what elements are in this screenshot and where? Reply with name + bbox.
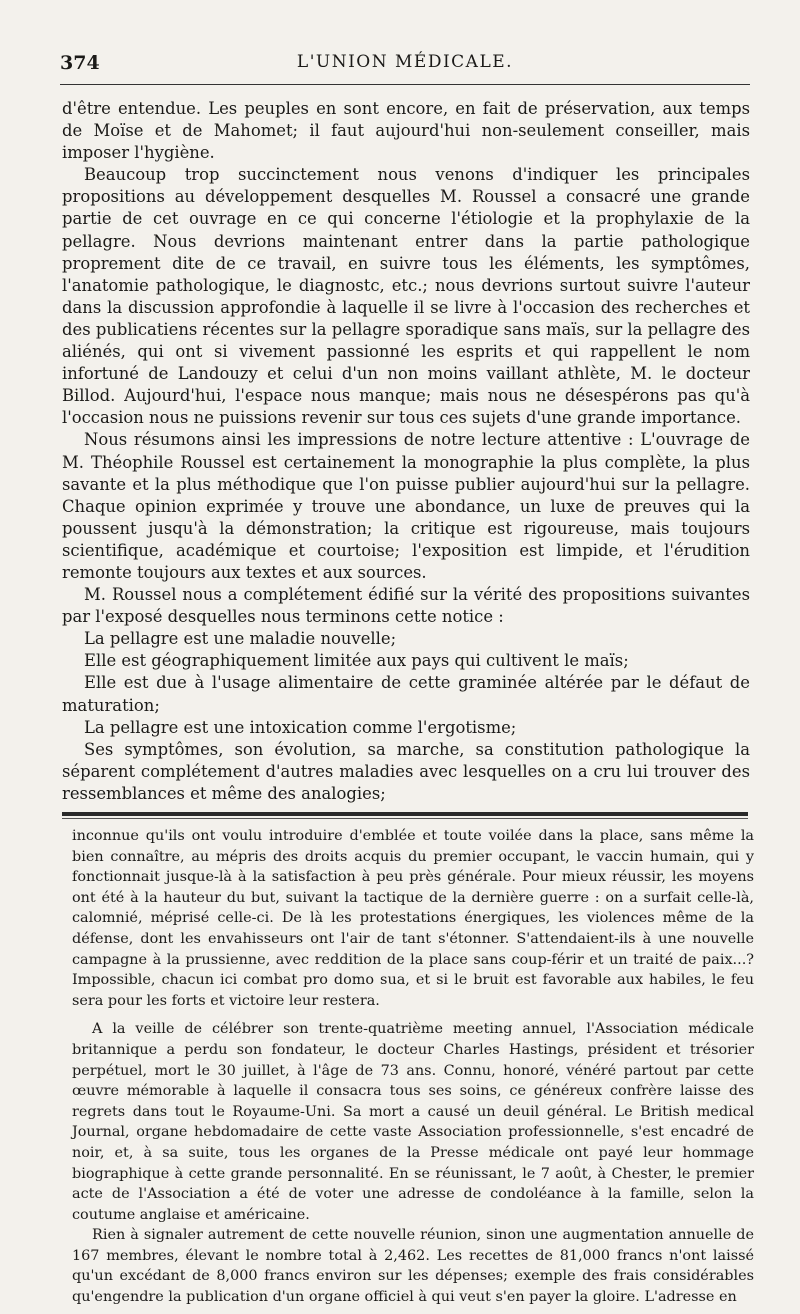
list-item: Ses symptômes, son évolution, sa marche, sa constitution pathologique la séparent complétement d'autres maladies avec lesquelles on a cru lui trouver des ressemblances et même des analogies; [62, 739, 750, 803]
list-item: Elle est due à l'usage alimentaire de cette graminée altérée par le défaut de maturation; [62, 673, 750, 715]
list-item: La pellagre est une maladie nouvelle; [84, 629, 397, 649]
feuilleton-divider-thin [62, 818, 748, 819]
journal-title: L'UNION MÉDICALE. [296, 52, 514, 72]
paragraph: Nous résumons ainsi les impressions de notre lecture attentive : L'ouvrage de M. Théophile Roussel est certainement la monographie la plus complète, la plus savante et la plus méthodique que l'on puisse publier aujourd'hui sur la pellagre. Chaque opinion exprimée y trouve une abondance, un luxe de preuves qui la poussent jusqu'à la démonstration; la critique est rigoureuse, mais toujours scientifique, académique et courtoise; l'exposition est limpide, et l'érudition remonte toujours aux textes et aux sources. [62, 430, 750, 582]
feuilleton-body [72, 826, 754, 1308]
feuilleton-paragraph: Rien à signaler autrement de cette nouvelle réunion, sinon une augmentation annuelle de 167 membres, élevant le nombre total à 2,462. Les recettes de 81,000 francs n'ont laissé qu'un excédant de 8,000 francs environ sur les dépenses; exemple des frais considérables qu'engendre la publication d'un organe officiel à qui veut s'en payer la gloire. L'adresse en [72, 1227, 754, 1306]
feuilleton-divider [62, 812, 748, 816]
list-item: La pellagre est une intoxication comme l'ergotisme; [84, 717, 517, 737]
feuilleton-paragraph: A la veille de célébrer son trente-quatrième meeting annuel, l'Association médicale britannique a perdu son fondateur, le docteur Charles Hastings, président et trésorier perpétuel, mort le 30 juillet, à l'âge de 73 ans. Connu, honoré, vénéré partout par cette œuvre mémorable à laquelle il consacra tous ses soins, ce généreux confrère laisse des regrets dans tout le Royaume-Uni. Sa mort a causé un deuil général. Le British medical Journal, organe hebdomadaire de cette vaste Association professionnelle, s'est encadré de noir, et, à sa suite, tous les organes de la Presse médicale ont payé leur hommage biographique à cette grande personnalité. En se réunissant, le 7 août, à Chester, le premier acte de l'Association a été de voter une adresse de condoléance à la famille, selon la coutume anglaise et américaine. [72, 1021, 754, 1223]
feuilleton-paragraph: inconnue qu'ils ont voulu introduire d'emblée et toute voilée dans la place, sans même la bien connaître, au mépris des droits acquis du premier occupant, le vaccin humain, qui y fonctionnait jusque-là à la satisfaction à peu près générale. Pour mieux réussir, les moyens ont été à la hauteur du but, suivant la tactique de la dernière guerre : on a surfait celle-là, calomnié, méprisé celle-ci. De là les protestations énergiques, les violences même de la défense, dont les envahisseurs ont l'air de tant s'étonner. S'attendaient-ils à une nouvelle campagne à la prussienne, avec reddition de la place sans coup-férir et un traité de paix...? Impossible, chacun ici combat pro domo sua, et si le bruit est favorable aux habiles, le feu sera pour les forts et victoire leur restera. [72, 828, 754, 1009]
paragraph: d'être entendue. Les peuples en sont encore, en fait de préservation, aux temps de Moïse et de Mahomet; il faut aujourd'hui non-seulement conseiller, mais imposer l'hygiène. [62, 99, 750, 163]
header-divider [60, 84, 750, 85]
page-number: 374 [60, 52, 100, 74]
list-item: Elle est géographiquement limitée aux pays qui cultivent le maïs; [84, 651, 629, 671]
main-article-body [62, 98, 750, 805]
paragraph: Beaucoup trop succinctement nous venons d'indiquer les principales propositions au développement desquelles M. Roussel a consacré une grande partie de cet ouvrage en ce qui concerne l'étiologie et la prophylaxie de la pellagre. Nous devrions maintenant entrer dans la partie pathologique proprement dite de ce travail, en suivre tous les éléments, les symptômes, l'anatomie pathologique, le diagnostc, etc.; nous devrions surtout suivre l'auteur dans la discussion approfondie à laquelle il se livre à l'occasion des recherches et des publicatiens récentes sur la pellagre sporadique sans maïs, sur la pellagre des aliénés, qui ont si vivement passionné les esprits et qui rappellent le nom infortuné de Landouzy et celui d'un non moins vaillant athlète, M. le docteur Billod. Aujourd'hui, l'espace nous manque; mais nous ne désespérons pas qu'à l'occasion nous ne puissions revenir sur tous ces sujets d'une grande importance. [62, 165, 750, 428]
paragraph: M. Roussel nous a complétement édifié sur la vérité des propositions suivantes par l'exposé desquelles nous terminons cette notice : [62, 585, 750, 627]
page-header [60, 50, 750, 78]
